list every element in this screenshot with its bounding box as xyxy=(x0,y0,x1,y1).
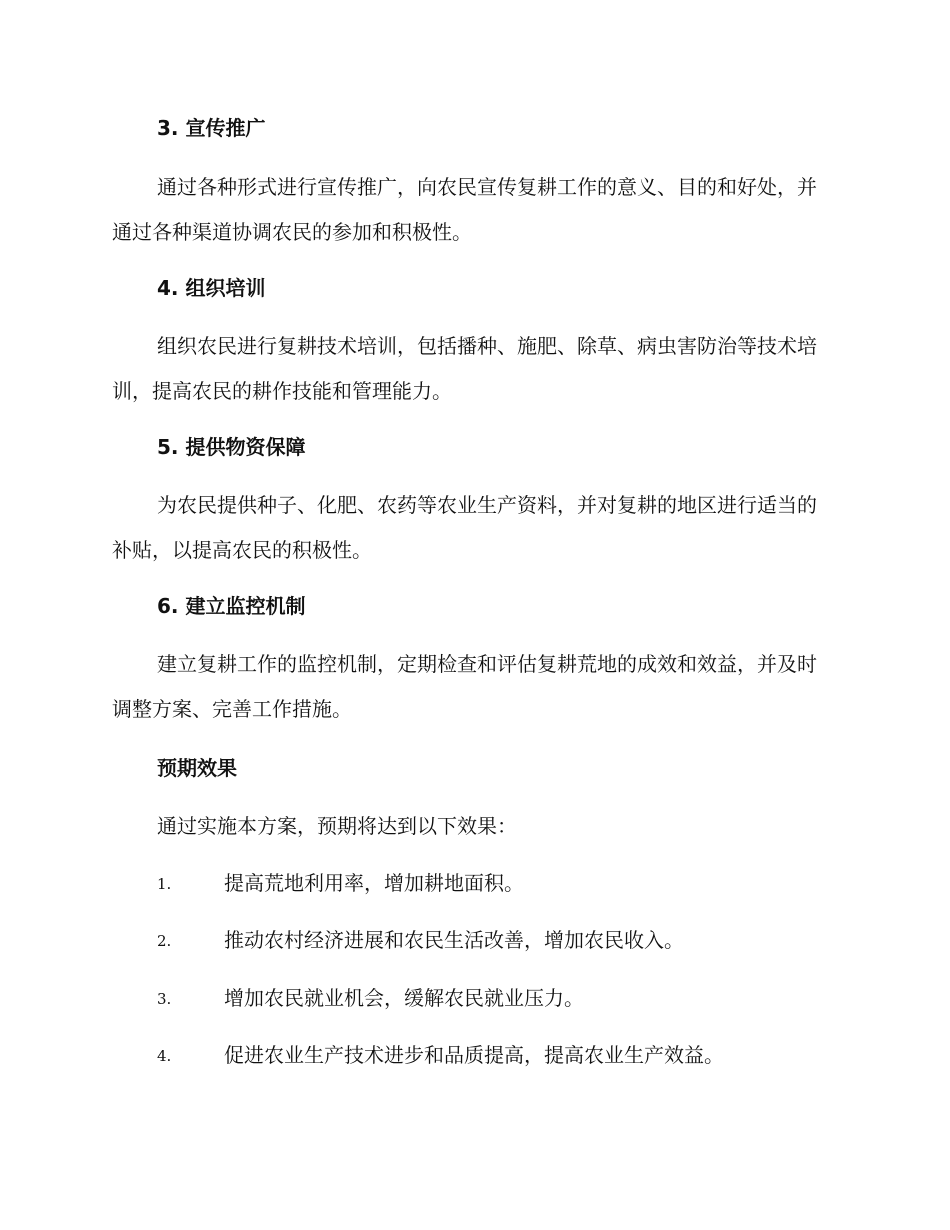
section-heading-monitoring: 6. 建立监控机制 xyxy=(157,594,306,618)
list-item-number: 1. xyxy=(157,875,172,893)
list-item-text: 促进农业生产技术进步和品质提高，提高农业生产效益。 xyxy=(224,1043,724,1067)
section-heading-materials: 5. 提供物资保障 xyxy=(157,435,306,459)
section-body-monitoring: 建立复耕工作的监控机制，定期检查和评估复耕荒地的成效和效益，并及时调整方案、完善工作措施。 xyxy=(112,652,817,721)
expected-effects-intro: 通过实施本方案，预期将达到以下效果： xyxy=(157,814,517,838)
section-heading-training: 4. 组织培训 xyxy=(157,276,266,300)
section-body-training: 组织农民进行复耕技术培训，包括播种、施肥、除草、病虫害防治等技术培训，提高农民的耕作技能和管理能力。 xyxy=(112,334,817,403)
expected-effects-heading: 预期效果 xyxy=(157,756,237,780)
section-heading-publicity: 3. 宣传推广 xyxy=(157,116,266,140)
list-item-number: 4. xyxy=(157,1047,172,1065)
list-item-text: 提高荒地利用率，增加耕地面积。 xyxy=(224,871,524,895)
list-item-text: 推动农村经济进展和农民生活改善，增加农民收入。 xyxy=(224,928,684,952)
list-item-number: 2. xyxy=(157,932,172,950)
section-body-publicity: 通过各种形式进行宣传推广，向农民宣传复耕工作的意义、目的和好处，并通过各种渠道协调农民的参加和积极性。 xyxy=(112,175,817,244)
section-body-materials: 为农民提供种子、化肥、农药等农业生产资料，并对复耕的地区进行适当的补贴，以提高农民的积极性。 xyxy=(112,493,817,562)
list-item-number: 3. xyxy=(157,990,172,1008)
list-item-text: 增加农民就业机会，缓解农民就业压力。 xyxy=(224,986,584,1010)
